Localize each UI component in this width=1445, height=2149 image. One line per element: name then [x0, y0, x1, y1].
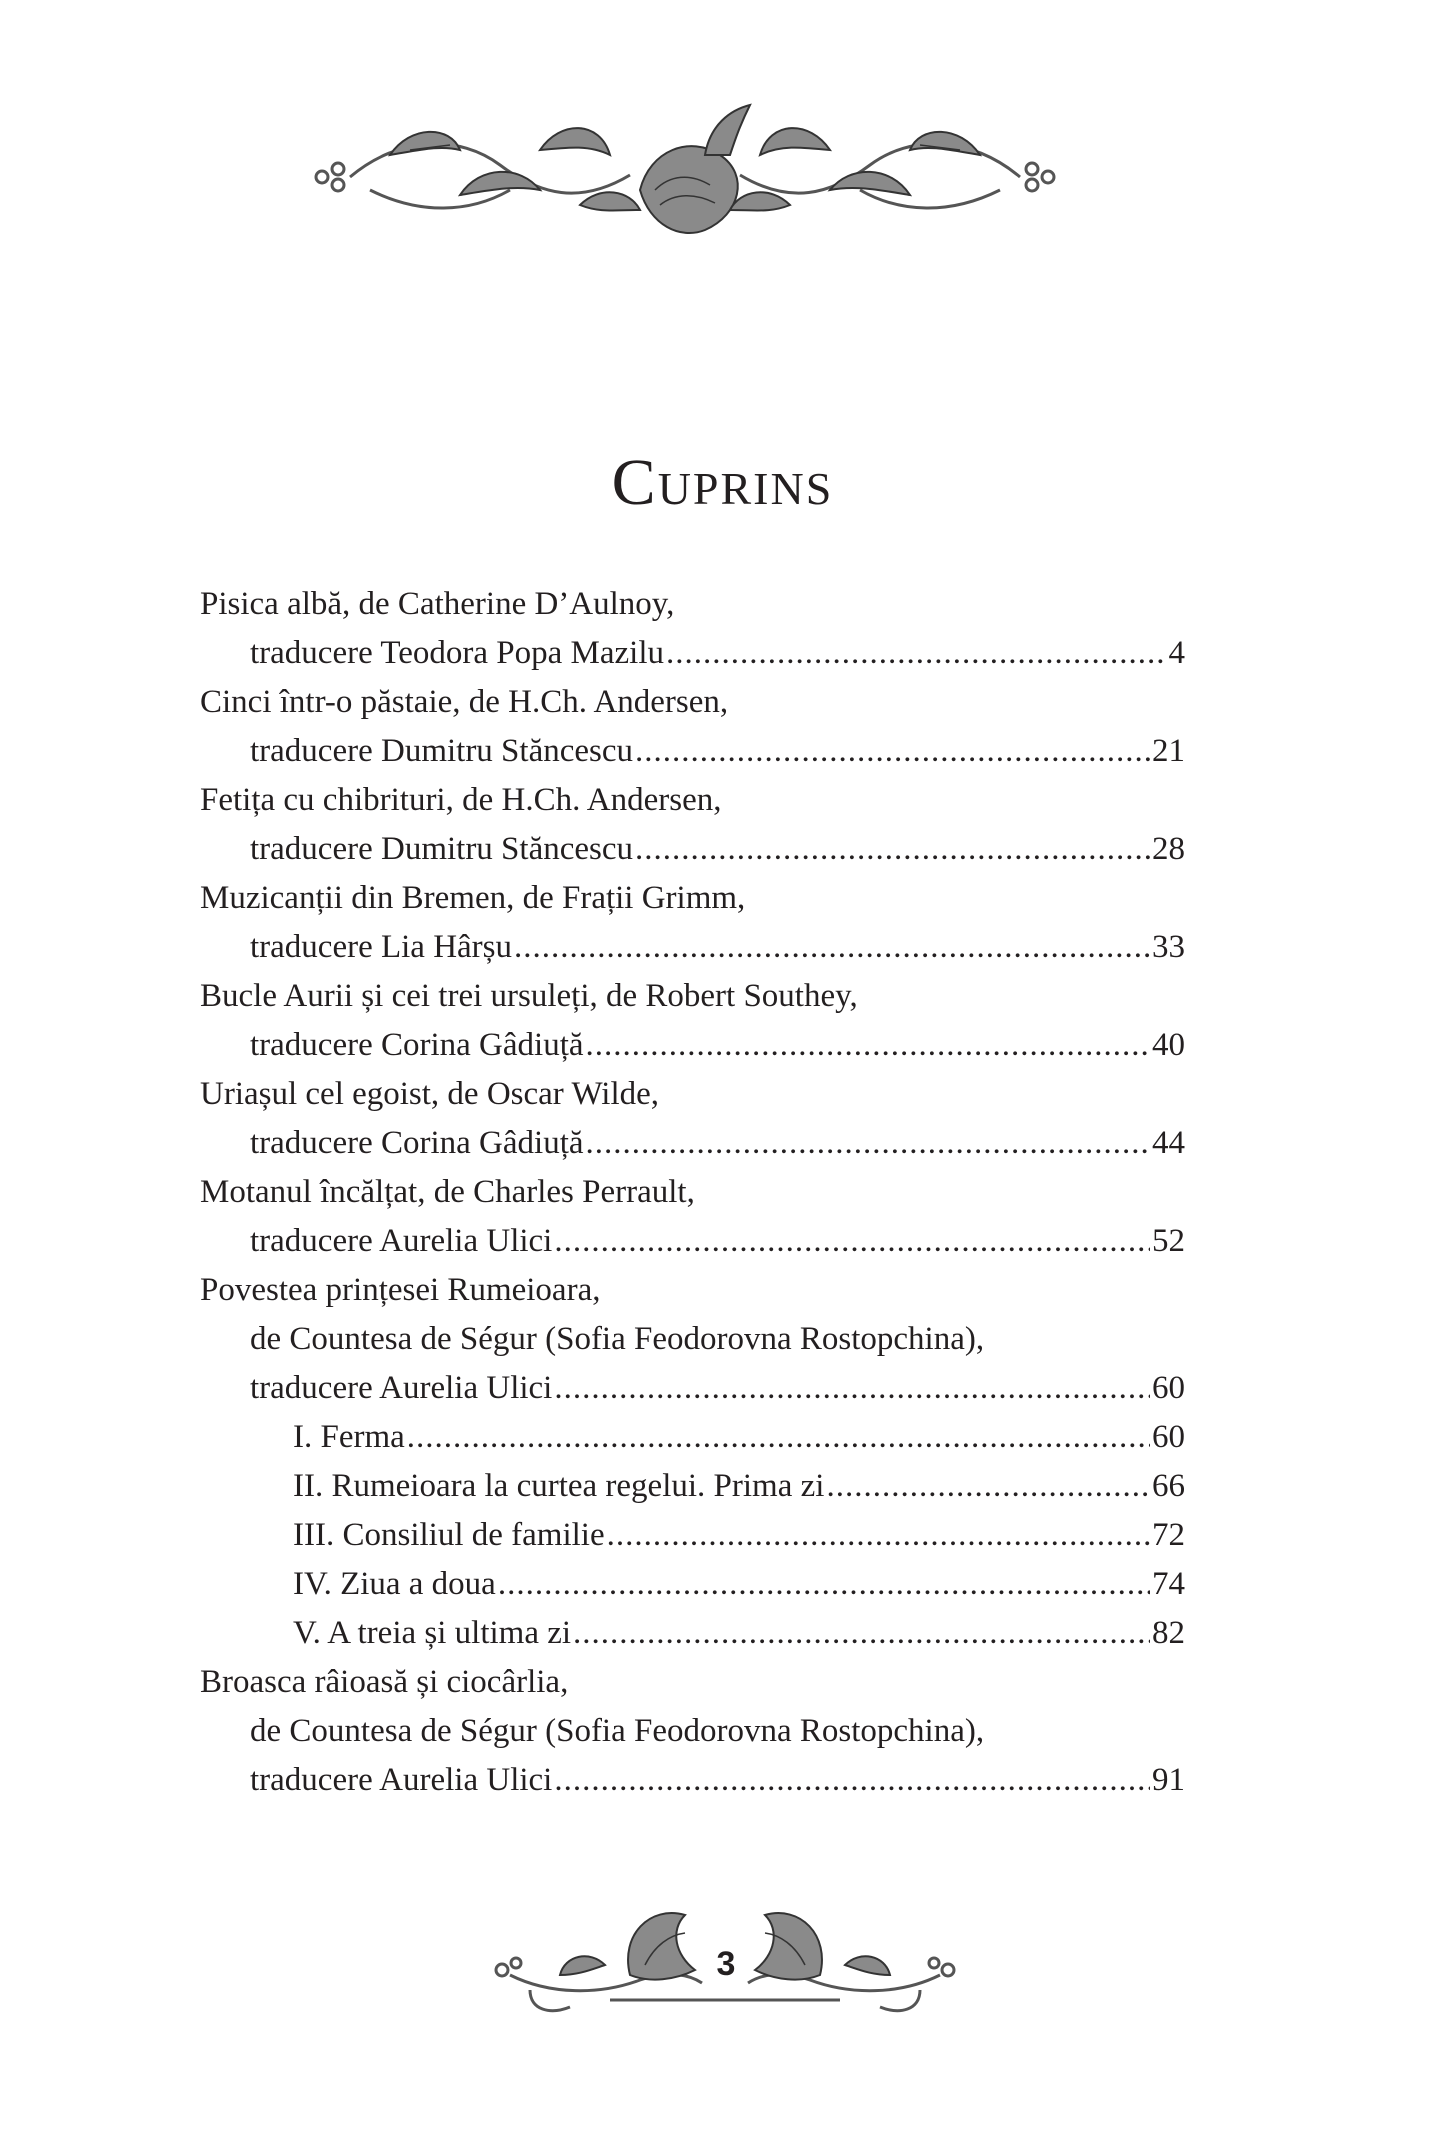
- toc-entry: Uriașul cel egoist, de Oscar Wilde,: [200, 1076, 660, 1112]
- page-ref: 82: [1152, 1615, 1185, 1651]
- page-ref: 33: [1152, 929, 1185, 965]
- page-ref: 21: [1152, 733, 1185, 769]
- toc-entry: Motanul încălțat, de Charles Perrault,: [200, 1174, 695, 1210]
- toc-entry: traducere Corina Gâdiuță ..... 44: [200, 1119, 1185, 1168]
- dot-leader: [666, 629, 1167, 678]
- floral-ornament-top: [310, 95, 1060, 245]
- toc-entry: traducere Aurelia Ulici ..... 60: [200, 1364, 1185, 1413]
- toc-entry: traducere Aurelia Ulici ..... 52: [200, 1217, 1185, 1266]
- toc-entry: Bucle Aurii și cei trei ursuleți, de Robert Southey,: [200, 978, 858, 1014]
- dot-leader: [514, 923, 1150, 972]
- toc-entry: de Countesa de Ségur (Sofia Feodorovna Rostopchina),: [250, 1321, 985, 1357]
- page-ref: 52: [1152, 1223, 1185, 1259]
- page-number: 3: [716, 1945, 736, 1983]
- page-ref: 66: [1152, 1468, 1185, 1504]
- dot-leader: [607, 1511, 1150, 1560]
- toc-subentry: I. Ferma ..... 60: [200, 1413, 1185, 1462]
- table-of-contents: [200, 580, 1185, 1805]
- toc-entry: Povestea prințesei Rumeioara,: [200, 1272, 601, 1308]
- page-ref: 72: [1152, 1517, 1185, 1553]
- toc-entry: traducere Lia Hârșu ..... 33: [200, 923, 1185, 972]
- page-ref: 40: [1152, 1027, 1185, 1063]
- toc-subentry: V. A treia și ultima zi ..... 82: [200, 1609, 1185, 1658]
- toc-entry: de Countesa de Ségur (Sofia Feodorovna Rostopchina),: [250, 1713, 985, 1749]
- toc-entry: traducere Dumitru Stăncescu ..... 21: [200, 727, 1185, 776]
- toc-entry: Broasca râioasă și ciocârlia,: [200, 1664, 569, 1700]
- dot-leader: [826, 1462, 1150, 1511]
- toc-entry: traducere Corina Gâdiuță ..... 40: [200, 1021, 1185, 1070]
- toc-entry: Fetița cu chibrituri, de H.Ch. Andersen,: [200, 782, 722, 818]
- dot-leader: [554, 1364, 1150, 1413]
- dot-leader: [407, 1413, 1150, 1462]
- toc-subentry: III. Consiliul de familie ..... 72: [200, 1511, 1185, 1560]
- toc-entry: Cinci într-o păstaie, de H.Ch. Andersen,: [200, 684, 729, 720]
- toc-entry: traducere Teodora Popa Mazilu ..... 4: [200, 629, 1185, 678]
- page-ref: 28: [1152, 831, 1185, 867]
- page-ref: 60: [1152, 1370, 1185, 1406]
- toc-entry: traducere Dumitru Stăncescu ..... 28: [200, 825, 1185, 874]
- dot-leader: [573, 1609, 1150, 1658]
- dot-leader: [554, 1217, 1150, 1266]
- page-ref: 74: [1152, 1566, 1185, 1602]
- page-title: Cuprins: [611, 446, 834, 519]
- dot-leader: [586, 1119, 1150, 1168]
- page-ref: 4: [1168, 635, 1185, 671]
- toc-entry: Pisica albă, de Catherine D’Aulnoy,: [200, 586, 675, 622]
- toc-subentry: IV. Ziua a doua ..... 74: [200, 1560, 1185, 1609]
- toc-entry: Muzicanții din Bremen, de Frații Grimm,: [200, 880, 746, 916]
- page-ref: 91: [1152, 1762, 1185, 1798]
- dot-leader: [635, 727, 1150, 776]
- page-ref: 60: [1152, 1419, 1185, 1455]
- toc-entry: traducere Aurelia Ulici ..... 91: [200, 1756, 1185, 1805]
- dot-leader: [554, 1756, 1150, 1805]
- toc-subentry: II. Rumeioara la curtea regelui. Prima zi ..... 66: [200, 1462, 1185, 1511]
- dot-leader: [635, 825, 1150, 874]
- page-ref: 44: [1152, 1125, 1185, 1161]
- dot-leader: [498, 1560, 1150, 1609]
- dot-leader: [586, 1021, 1150, 1070]
